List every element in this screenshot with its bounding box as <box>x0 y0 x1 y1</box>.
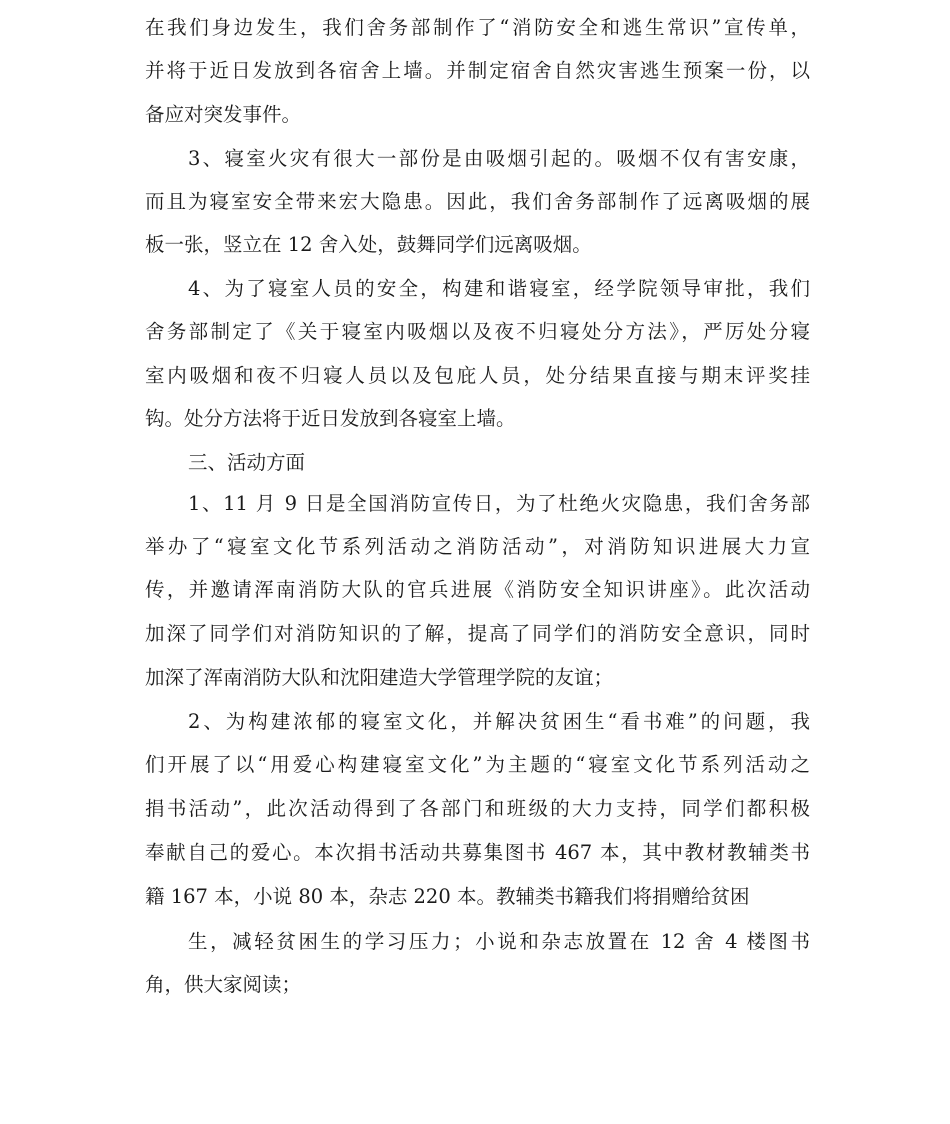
text-line: 加深了浑南消防大队和沈阳建造大学管理学院的友谊； <box>145 666 614 689</box>
text-line: 室内吸烟和夜不归寝人员以及包庇人员，处分结果直接与期末评奖挂 <box>145 364 810 387</box>
text-line: 备应对突发事件。 <box>145 103 302 126</box>
text-line: 传，并邀请浑南消防大队的官兵进展《消防安全知识讲座》。此次活动 <box>145 578 810 601</box>
text-line: 籍 167 本，小说 80 本，杂志 220 本。教辅类书籍我们将捐赠给贫困 <box>145 885 750 908</box>
text-line: 1、11 月 9 日是全国消防宣传日，为了杜绝火灾隐患，我们舍务部 <box>188 492 810 515</box>
text-line: 4、为了寝室人员的安全，构建和谐寝室，经学院领导审批，我们 <box>188 277 810 300</box>
text-line: 角，供大家阅读； <box>145 973 302 996</box>
text-line: 捐书活动”，此次活动得到了各部门和班级的大力支持，同学们都积极 <box>145 797 810 820</box>
text-line: 加深了同学们对消防知识的了解，提高了同学们的消防安全意识，同时 <box>145 622 810 645</box>
text-line: 们开展了以“用爱心构建寝室文化”为主题的“寝室文化节系列活动之 <box>145 753 810 776</box>
text-line: 3、寝室火灾有很大一部份是由吸烟引起的。吸烟不仅有害安康， <box>188 147 810 170</box>
text-line: 举办了“寝室文化节系列活动之消防活动”，对消防知识进展大力宣 <box>145 535 810 558</box>
text-line: 而且为寝室安全带来宏大隐患。因此，我们舍务部制作了远离吸烟的展 <box>145 190 810 213</box>
text-line: 奉献自己的爱心。本次捐书活动共募集图书 467 本，其中教材教辅类书 <box>145 841 810 864</box>
text-line: 在我们身边发生，我们舍务部制作了“消防安全和逃生常识”宣传单， <box>145 16 810 39</box>
section-heading: 三、活动方面 <box>188 451 306 474</box>
text-line: 舍务部制定了《关于寝室内吸烟以及夜不归寝处分方法》，严厉处分寝 <box>145 320 810 343</box>
text-line: 生，减轻贫困生的学习压力；小说和杂志放置在 12 舍 4 楼图书 <box>188 930 810 953</box>
text-line: 2、为构建浓郁的寝室文化，并解决贫困生“看书难”的问题，我 <box>188 710 810 733</box>
text-line: 板一张，竖立在 12 舍入处，鼓舞同学们远离吸烟。 <box>145 233 592 256</box>
text-line: 钩。处分方法将于近日发放到各寝室上墙。 <box>145 407 516 430</box>
text-line: 并将于近日发放到各宿舍上墙。并制定宿舍自然灾害逃生预案一份，以 <box>145 59 810 82</box>
